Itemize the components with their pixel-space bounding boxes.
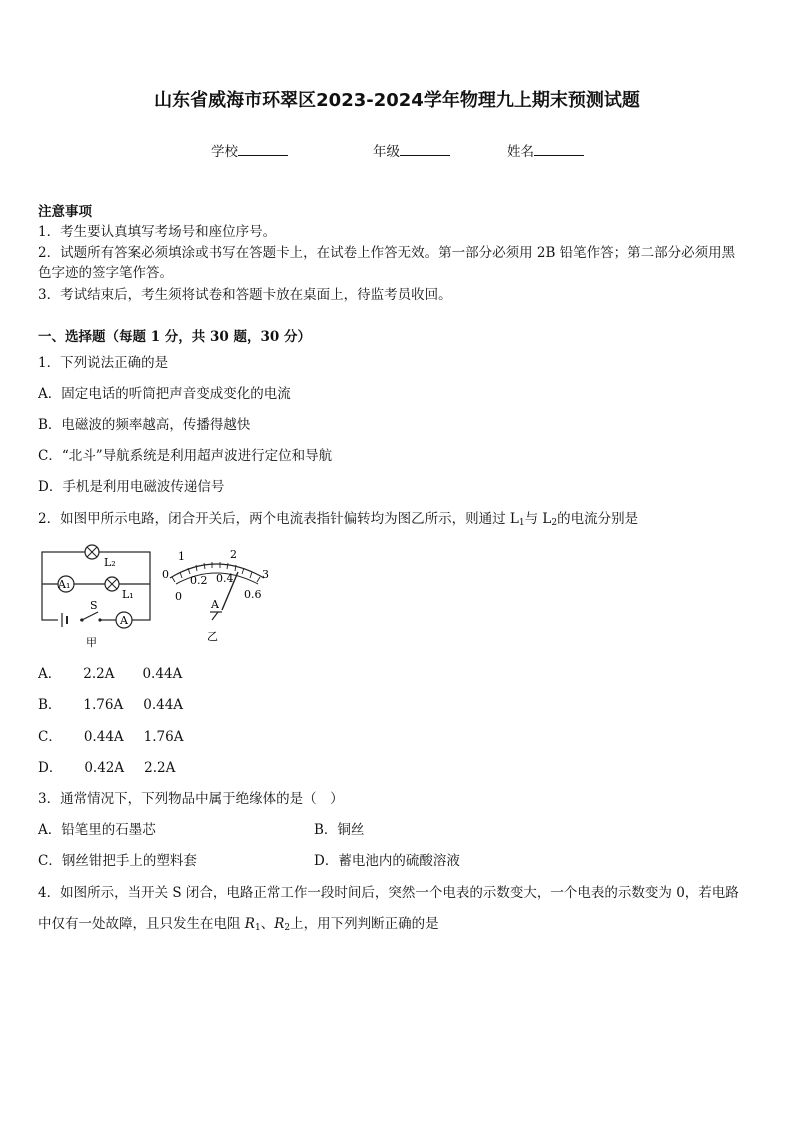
caption-jia: 甲 (86, 636, 97, 649)
option-letter: D． (38, 760, 63, 776)
question-4-line-1: 4．如图所示，当开关 S 闭合，电路正常工作一段时间后，突然一个电表的示数变大，一个电表的示数变为 0，若电路 (38, 885, 739, 901)
option-value: 2.2A (83, 666, 115, 682)
q2-sub-1: 1 (518, 518, 525, 528)
label-l2: L₂ (104, 556, 116, 569)
q2-option-c[interactable] (38, 727, 183, 747)
q3-option-a[interactable]: A．铅笔里的石墨芯 (38, 822, 156, 838)
q2-option-a[interactable] (38, 664, 182, 684)
label-l1: L₁ (122, 588, 134, 601)
q2-sub-2: 2 (551, 518, 558, 528)
q2-stem-part: 与 L (524, 511, 552, 527)
school-label: 学校 (211, 144, 238, 160)
q3-option-c[interactable]: C．钢丝钳把手上的塑料套 (38, 853, 197, 869)
lamp-l2-icon (85, 545, 99, 559)
name-label: 姓名 (507, 144, 534, 160)
page-title: 山东省威海市环翠区2023-2024学年物理九上期末预测试题 (154, 90, 640, 111)
r1-sub: 1 (254, 923, 261, 933)
q4-text: 上，用下列判断正确的是 (290, 916, 439, 932)
notice-item: 2．试题所有答案必须填涂或书写在答题卡上，在试卷上作答无效。第一部分必须用 2B 铅笔作答；第二部分必须用黑 (38, 245, 736, 261)
section-heading: 一、选择题（每题 1 分，共 30 题，30 分） (38, 329, 311, 345)
scale-bottom-1: 0.2 (190, 574, 208, 587)
scale-bottom-0: 0 (175, 590, 182, 603)
scale-bottom-2: 0.4 (216, 572, 234, 585)
ammeter-a-icon (116, 612, 132, 628)
question-2-stem (38, 509, 758, 533)
notice-item: 色字迹的签字笔作答。 (38, 265, 173, 281)
school-blank[interactable] (238, 142, 288, 156)
grade-field[interactable] (373, 140, 450, 160)
notice-heading: 注意事项 (38, 204, 92, 220)
question-4-line-2 (38, 914, 758, 938)
option-value: 0.44A (142, 666, 183, 682)
caption-yi: 乙 (207, 630, 218, 643)
grade-blank[interactable] (400, 142, 450, 156)
option-value: 0.42A (84, 760, 125, 776)
q1-option-c[interactable]: C．“北斗”导航系统是利用超声波进行定位和导航 (38, 448, 333, 464)
q3-option-d[interactable]: D．蓄电池内的硫酸溶液 (314, 853, 460, 869)
r2-sub: 2 (284, 923, 291, 933)
q1-option-a[interactable]: A．固定电话的听筒把声音变成变化的电流 (38, 386, 291, 402)
option-value: 0.44A (83, 729, 124, 745)
q4-separator: 、 (260, 916, 275, 932)
label-s: S (90, 599, 98, 612)
q3-option-b[interactable]: B．铜丝 (314, 822, 365, 838)
scale-top-3: 3 (262, 568, 269, 581)
option-letter: B． (38, 697, 62, 713)
option-letter: C． (38, 729, 62, 745)
circuit-and-meter-diagram (38, 542, 278, 650)
name-field[interactable] (507, 140, 584, 160)
q2-option-d[interactable] (38, 758, 175, 778)
option-value: 1.76A (143, 729, 184, 745)
q1-option-d[interactable]: D．手机是利用电磁波传递信号 (38, 479, 225, 495)
ammeter-a1-icon (57, 576, 74, 592)
meter-unit: A (211, 598, 219, 611)
q4-text: 中仅有一处故障，且只发生在电阻 (38, 916, 245, 932)
option-letter: A． (38, 666, 62, 682)
notice-item: 3．考试结束后，考生须将试卷和答题卡放在桌面上，待监考员收回。 (38, 287, 452, 303)
name-blank[interactable] (534, 142, 584, 156)
r2-symbol: R (274, 916, 285, 932)
grade-label: 年级 (373, 144, 400, 160)
q2-stem-part: 2．如图甲所示电路，闭合开关后，两个电流表指针偏转均为图乙所示，则通过 L (38, 511, 519, 527)
scale-bottom-3: 0.6 (244, 588, 262, 601)
lamp-l1-icon (105, 577, 119, 591)
option-value: 0.44A (143, 697, 184, 713)
option-value: 1.76A (83, 697, 124, 713)
label-a1: A₁ (58, 578, 71, 591)
q1-option-b[interactable]: B．电磁波的频率越高，传播得越快 (38, 417, 251, 433)
scale-top-2: 2 (230, 548, 237, 561)
scale-top-1: 1 (178, 550, 185, 563)
option-value: 2.2A (144, 760, 176, 776)
r1-symbol: R (244, 916, 255, 932)
q2-figure (38, 542, 278, 654)
scale-top-0: 0 (162, 568, 169, 581)
q2-option-b[interactable] (38, 695, 183, 715)
school-field[interactable] (211, 140, 288, 160)
question-3-stem: 3．通常情况下，下列物品中属于绝缘体的是（ ） (38, 791, 344, 807)
notice-item: 1．考生要认真填写考场号和座位序号。 (38, 224, 277, 240)
q2-stem-part: 的电流分别是 (557, 511, 639, 527)
question-1-stem: 1．下列说法正确的是 (38, 355, 169, 371)
label-a: A (120, 614, 128, 627)
